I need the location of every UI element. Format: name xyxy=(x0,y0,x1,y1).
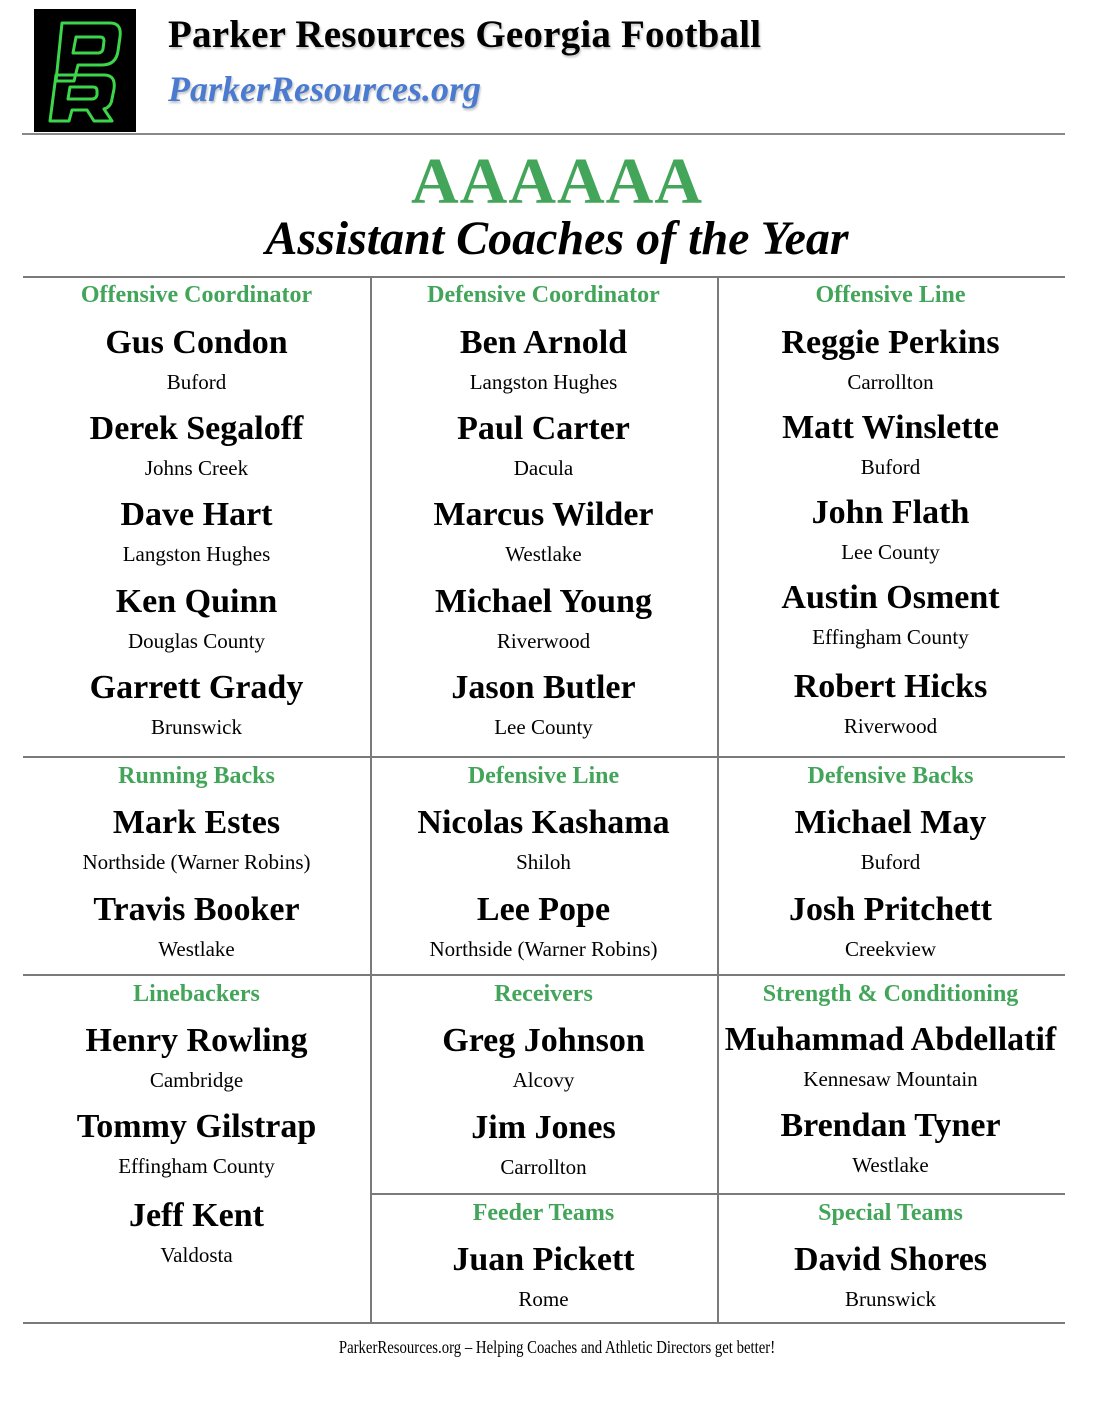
grid-line xyxy=(23,756,1065,758)
pr-logo-icon xyxy=(40,15,130,127)
coach-entry xyxy=(717,1106,1064,1178)
grid-line xyxy=(23,974,1065,976)
coach-entry xyxy=(370,582,717,654)
coach-school: Brunswick xyxy=(845,1287,936,1311)
coach-entry xyxy=(717,1020,1064,1092)
coach-entry xyxy=(23,1021,370,1093)
coach-entry xyxy=(717,408,1064,480)
coach-name: Ken Quinn xyxy=(115,583,278,620)
coach-name: Austin Osment xyxy=(781,579,1000,616)
coach-school: Alcovy xyxy=(512,1068,575,1092)
coach-school: Langston Hughes xyxy=(122,542,271,566)
coach-school: Carrollton xyxy=(847,370,934,394)
coach-name: Dave Hart xyxy=(120,496,273,533)
coach-name: Nicolas Kashama xyxy=(417,804,670,841)
coach-school: Riverwood xyxy=(496,629,591,653)
category-title: Defensive Line xyxy=(467,763,620,789)
coach-school: Langston Hughes xyxy=(469,370,618,394)
coach-name: David Shores xyxy=(793,1241,988,1278)
coach-name: Josh Pritchett xyxy=(788,891,992,928)
coach-school: Westlake xyxy=(852,1153,929,1177)
coach-name: Brendan Tyner xyxy=(780,1107,1001,1144)
coach-entry xyxy=(23,409,370,481)
coach-name: Greg Johnson xyxy=(442,1022,645,1059)
coach-entry xyxy=(23,1196,370,1268)
division-title: AAAAAA xyxy=(411,145,703,218)
coach-entry xyxy=(370,1108,717,1180)
category-receivers xyxy=(370,979,717,1193)
category-special-teams xyxy=(717,1198,1064,1322)
coach-school: Shiloh xyxy=(516,850,571,874)
coach-name: Michael May xyxy=(794,804,987,841)
coach-school: Rome xyxy=(518,1287,569,1311)
category-defensive-line xyxy=(370,761,717,974)
coach-school: Westlake xyxy=(158,937,235,961)
category-title: Defensive Coordinator xyxy=(427,282,660,308)
coach-school: Buford xyxy=(166,370,227,394)
coach-name: Ben Arnold xyxy=(459,324,628,361)
coach-entry xyxy=(23,890,370,962)
category-title: Offensive Coordinator xyxy=(80,282,313,308)
coach-name: Henry Rowling xyxy=(85,1022,308,1059)
coach-school: Westlake xyxy=(505,542,582,566)
coach-school: Effingham County xyxy=(118,1154,275,1178)
coach-school: Brunswick xyxy=(151,715,242,739)
coach-name: Muhammad Abdellatif xyxy=(724,1021,1057,1058)
coach-entry xyxy=(717,803,1064,875)
logo xyxy=(34,9,136,132)
coach-name: Juan Pickett xyxy=(452,1241,635,1278)
coach-school: Johns Creek xyxy=(144,456,249,480)
grid-line xyxy=(23,276,1065,278)
category-title: Special Teams xyxy=(818,1200,963,1226)
coach-entry xyxy=(717,323,1064,395)
category-title: Running Backs xyxy=(118,763,275,789)
coach-name: Reggie Perkins xyxy=(781,324,1000,361)
org-title: Parker Resources Georgia Football xyxy=(168,13,762,56)
coach-entry xyxy=(23,582,370,654)
coach-entry xyxy=(717,578,1064,650)
coach-entry xyxy=(23,803,370,875)
coach-name: John Flath xyxy=(811,494,970,531)
coach-name: Robert Hicks xyxy=(793,668,988,705)
coach-school: Dacula xyxy=(513,456,574,480)
coach-name: Garrett Grady xyxy=(89,669,304,706)
category-title: Feeder Teams xyxy=(472,1200,615,1226)
coach-name: Travis Booker xyxy=(93,891,300,928)
coach-name: Gus Condon xyxy=(105,324,288,361)
coach-name: Marcus Wilder xyxy=(433,496,654,533)
category-title: Receivers xyxy=(494,981,593,1007)
coach-school: Riverwood xyxy=(843,714,938,738)
coach-entry xyxy=(717,493,1064,565)
coach-entry xyxy=(370,803,717,875)
coach-entry xyxy=(23,1107,370,1179)
coach-name: Jeff Kent xyxy=(128,1197,264,1234)
category-defensive-backs xyxy=(717,761,1064,974)
website-link[interactable]: ParkerResources.org xyxy=(168,69,481,109)
coach-entry xyxy=(23,495,370,567)
category-strength-conditioning xyxy=(717,979,1064,1193)
coach-school: Creekview xyxy=(845,937,936,961)
coach-name: Jim Jones xyxy=(471,1109,616,1146)
header-divider xyxy=(22,133,1065,135)
category-offensive-coordinator xyxy=(23,280,370,756)
coach-entry xyxy=(23,668,370,740)
coach-school: Douglas County xyxy=(127,629,266,653)
coach-school: Lee County xyxy=(494,715,593,739)
category-title: Defensive Backs xyxy=(807,763,974,789)
coach-name: Michael Young xyxy=(435,583,652,620)
coach-entry xyxy=(370,668,717,740)
coach-entry xyxy=(717,890,1064,962)
coach-entry xyxy=(370,1240,717,1312)
coach-school: Kennesaw Mountain xyxy=(803,1067,978,1091)
category-title: Offensive Line xyxy=(815,282,966,308)
category-title: Linebackers xyxy=(133,981,260,1007)
coach-school: Buford xyxy=(860,455,921,479)
coach-entry xyxy=(23,323,370,395)
coach-school: Northside (Warner Robins) xyxy=(82,850,311,874)
coach-school: Effingham County xyxy=(812,625,969,649)
category-title: Strength & Conditioning xyxy=(762,981,1019,1007)
coach-entry xyxy=(370,1021,717,1093)
footer-tagline: ParkerResources.org – Helping Coaches and Athletic Directors get better! xyxy=(338,1337,776,1357)
coach-entry xyxy=(717,1240,1064,1312)
coach-name: Lee Pope xyxy=(476,891,611,928)
category-feeder-teams xyxy=(370,1198,717,1322)
coach-entry xyxy=(370,890,717,962)
coach-name: Jason Butler xyxy=(451,669,636,706)
category-defensive-coordinator xyxy=(370,280,717,756)
coach-school: Carrollton xyxy=(500,1155,587,1179)
coach-entry xyxy=(717,667,1064,739)
coach-entry xyxy=(370,409,717,481)
coach-school: Cambridge xyxy=(149,1068,244,1092)
coach-name: Derek Segaloff xyxy=(89,410,304,447)
coach-school: Buford xyxy=(860,850,921,874)
coach-name: Tommy Gilstrap xyxy=(76,1108,317,1145)
coach-school: Valdosta xyxy=(160,1243,233,1267)
grid-line xyxy=(23,1322,1065,1324)
page-subtitle: Assistant Coaches of the Year xyxy=(265,212,849,265)
coach-school: Northside (Warner Robins) xyxy=(429,937,658,961)
category-offensive-line xyxy=(717,280,1064,756)
category-running-backs xyxy=(23,761,370,974)
coach-entry xyxy=(370,495,717,567)
coach-school: Lee County xyxy=(841,540,940,564)
category-linebackers xyxy=(23,979,370,1322)
coach-name: Paul Carter xyxy=(457,410,630,447)
coach-entry xyxy=(370,323,717,395)
coach-name: Mark Estes xyxy=(112,804,281,841)
coach-name: Matt Winslette xyxy=(782,409,999,446)
